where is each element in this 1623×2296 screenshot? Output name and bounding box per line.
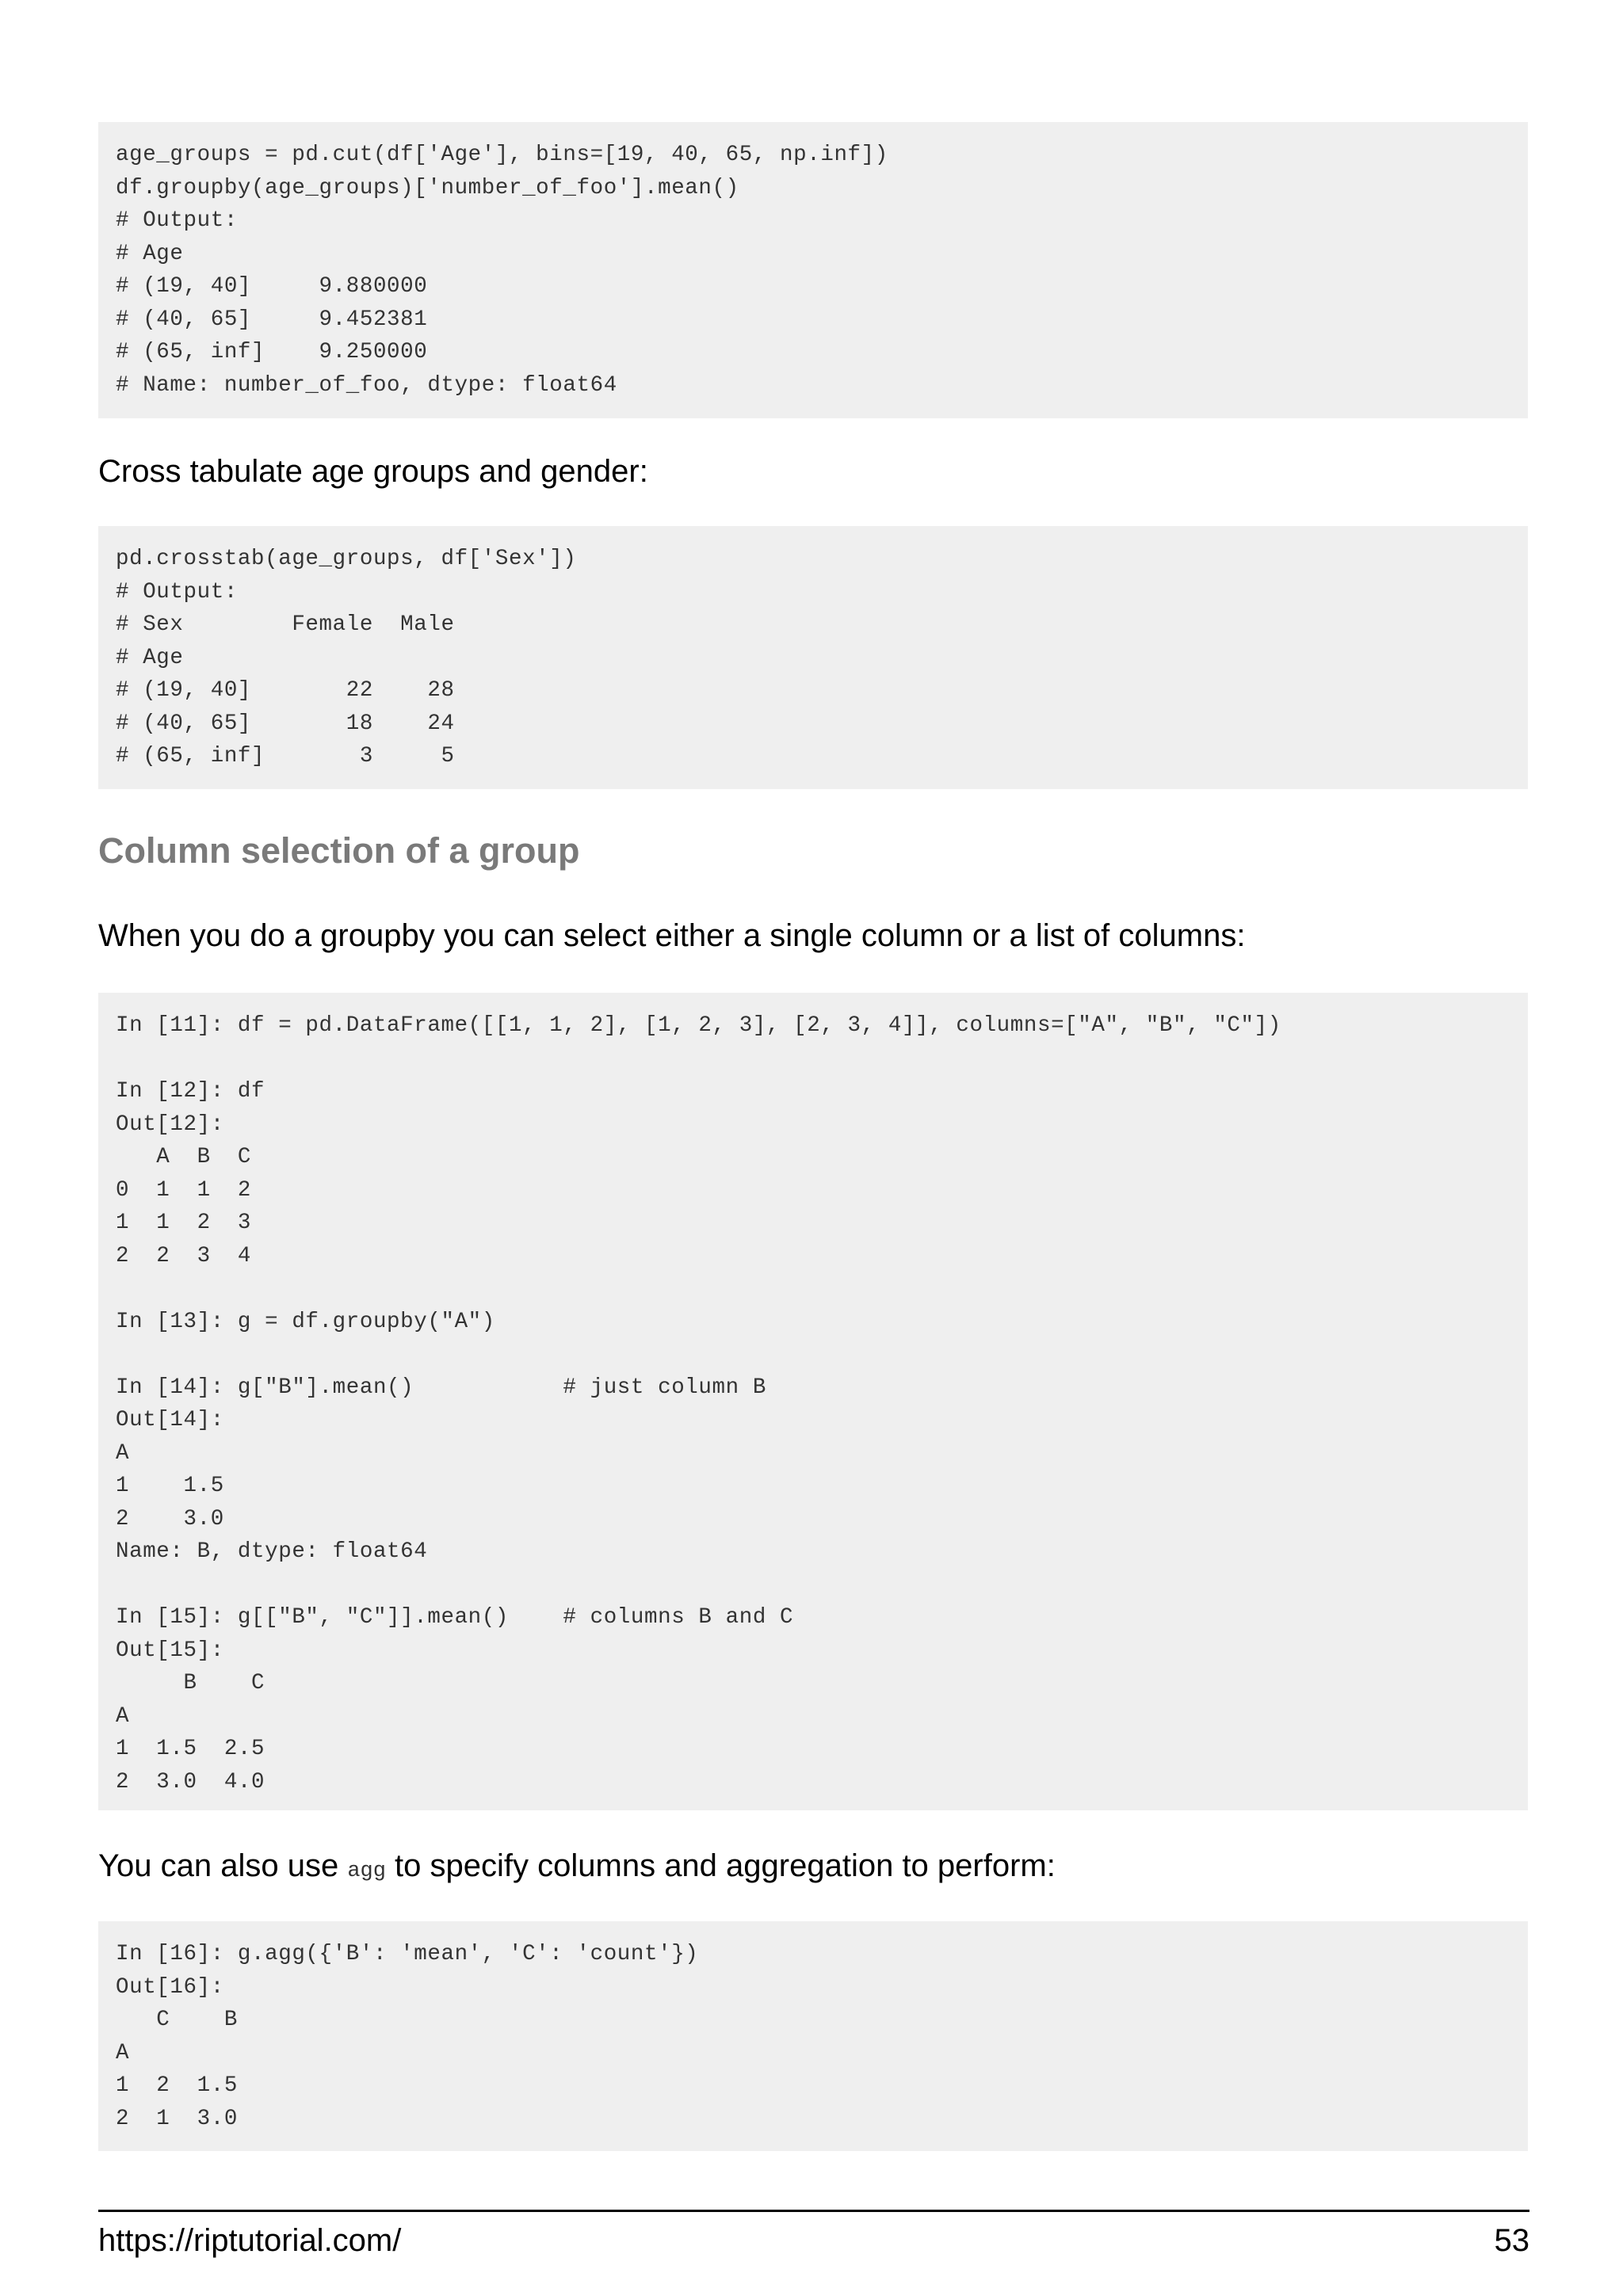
paragraph-groupby-intro: When you do a groupby you can select either a single column or a list of columns: <box>98 918 1246 953</box>
inline-code: agg <box>347 1859 386 1883</box>
code-block-groupby-examples <box>98 993 1528 1810</box>
code-block-age-groups <box>98 122 1528 418</box>
code-text: In [16]: g.agg({'B': 'mean', 'C': 'count'}) Out[16]: C B A 1 2 1.5 2 1 3.0 <box>116 1942 699 2131</box>
page-number: 53 <box>1494 2223 1529 2258</box>
code-block-crosstab <box>98 526 1528 789</box>
paragraph-crosstab-intro: Cross tabulate age groups and gender: <box>98 454 648 489</box>
code-text: age_groups = pd.cut(df['Age'], bins=[19, 40, 65, np.inf]) df.groupby(age_groups)['number_of_foo'].mean() # Output: # Age # (19, 40] 9.880000 # (40, 65] 9.452381 # (65, inf] 9.250000 # Name: number_of_foo, dtype: float64 <box>116 143 888 398</box>
paragraph-text: to specify columns and aggregation to perform: <box>385 1848 1056 1883</box>
document-page <box>98 0 1528 2296</box>
section-heading: Column selection of a group <box>98 830 580 871</box>
code-block-agg-example <box>98 1921 1528 2151</box>
footer-divider <box>98 2210 1529 2212</box>
code-text: pd.crosstab(age_groups, df['Sex']) # Output: # Sex Female Male # Age # (19, 40] 22 28 # (40, 65] 18 24 # (65, inf] 3 5 <box>116 547 577 769</box>
paragraph-text: You can also use <box>98 1848 348 1883</box>
code-text: In [11]: df = pd.DataFrame([[1, 1, 2], [1, 2, 3], [2, 3, 4]], columns=["A", "B", "C"]) In [12]: df Out[12]: A B C 0 1 1 2 1 1 2 3 2 2 3 4 In [13]: g = df.groupby("A") In [14]: g["B"].mean() # just column B Out[14]: A 1 1.5 2 3.0 Name: B, dtype: float64 In [15]: g[["B", "C"]].mean() # columns B and C Out[15]: B C A 1 1.5 2.5 2 3.0 4.0 <box>116 1013 1281 1794</box>
footer-url: https://riptutorial.com/ <box>98 2223 402 2258</box>
paragraph-agg-intro <box>98 1847 1056 1890</box>
